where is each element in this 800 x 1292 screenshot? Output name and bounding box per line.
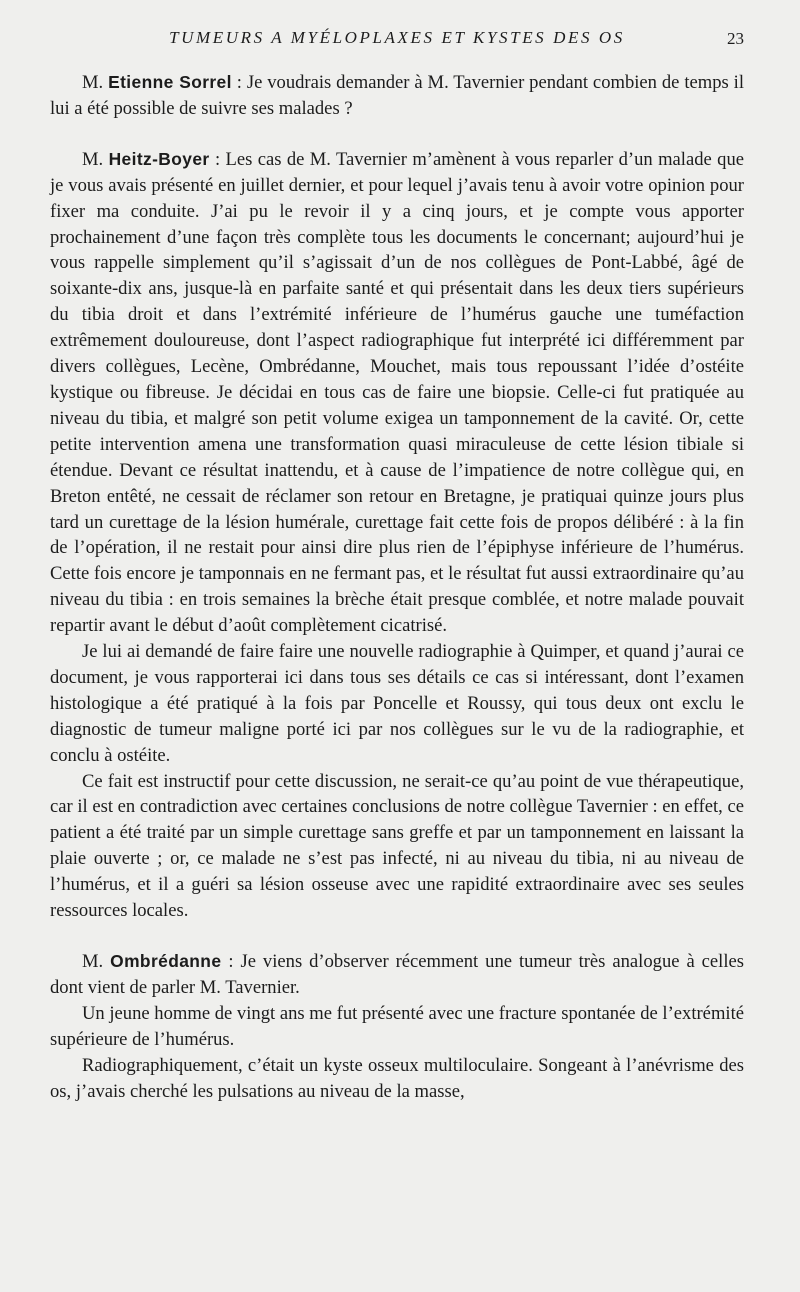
running-title: TUMEURS A MYÉLOPLAXES ET KYSTES DES OS xyxy=(169,28,625,47)
speaker-prefix: M. xyxy=(82,951,111,972)
paragraph-text: : Je viens d’observer récemment une tumeur très analogue à celles dont vient de parler M. Tavernier. xyxy=(50,951,744,998)
running-header xyxy=(50,28,744,52)
speaker-name: Ombrédanne xyxy=(110,951,222,971)
paragraph-ombredanne xyxy=(50,949,744,1001)
paragraph-text: : Je voudrais demander à M. Tavernier pendant combien de temps il lui a été possible de suivre ses malades ? xyxy=(50,72,744,119)
paragraph-jeune-homme: Un jeune homme de vingt ans me fut présenté avec une fracture spontanée de l’extrémité supérieure de l’humérus. xyxy=(50,1002,744,1050)
speaker-name: Etienne Sorrel xyxy=(108,72,232,92)
speaker-name: Heitz-Boyer xyxy=(108,148,210,169)
paragraph-radiographiquement: Radiographiquement, c’était un kyste osseux multiloculaire. Songeant à l’anévrisme des os, j’avais cherché les pulsations au niveau de la masse, xyxy=(50,1054,744,1102)
speaker-prefix: M. xyxy=(82,148,109,170)
page-number: 23 xyxy=(727,29,744,48)
paragraph-radiographie: Je lui ai demandé de faire faire une nouvelle radiographie à Quimper, et quand j’aurai ce document, je vous rapporterai ici dans tous ses détails ce cas si intéressant, dont l’examen histologique a été pratiqué à la fois par Poncelle et Roussy, qui tous deux ont exclu le diagnostic de tumeur maligne porté ici par nos collègues sur le vu de la radiographie, et conclu à ostéite. xyxy=(50,641,744,766)
speaker-prefix: M. xyxy=(82,72,109,93)
paragraph-heitz-boyer xyxy=(50,147,744,639)
paragraph-instructif: Ce fait est instructif pour cette discussion, ne serait-ce qu’au point de vue thérapeutique, car il est en contradiction avec certaines conclusions de notre collègue Tavernier : en effet, ce patient a été traité par un simple curettage sans greffe et par un tamponnement en laissant la plaie ouverte ; or, ce malade ne s’est pas infecté, ni au niveau du tibia, ni au niveau de l’humérus, et il a guéri sa lésion osseuse avec une rapidité extraordinaire avec ses seules ressources locales. xyxy=(50,770,744,922)
paragraph-sorrel xyxy=(50,70,744,122)
paragraph-text: : Les cas de M. Tavernier m’amènent à vous reparler d’un malade que je vous avais présenté en juillet dernier, et pour lequel j’avais tenu à avoir votre opinion pour fixer ma conduite. J’ai pu le revoir il y a cinq jours, et je compte vous apporter prochainement d’une façon très complète tous les documents le concernant; aujourd’hui je vous rappelle simplement qu’il s’agissait d’un de nos collègues de Pont-Labbé, âgé de soixante-dix ans, jusque-là en parfaite santé et qui présentait dans les deux tiers supérieurs du tibia droit et dans l’extrémité inférieure de l’humérus gauche une tuméfaction extrêmement douloureuse, dont l’aspect radiographique fut interprété ici différemment par divers collègues, Lecène, Ombrédanne, Mouchet, mais tous repoussant l’idée d’ostéite kystique ou fibreuse. Je décidai en tous cas de faire une biopsie. Celle-ci fut pratiquée au niveau du tibia, et malgré son petit volume exigea un tamponnement de la cavité. Or, cette petite intervention amena une transformation quasi miraculeuse de cette lésion tibiale si étendue. Devant ce résultat inattendu, et à cause de l’impatience de notre collègue qui, en Breton entêté, ne cessait de réclamer son retour en Bretagne, je pratiquai quinze jours plus tard un curettage de la lésion humérale, curettage fait cette fois de propos délibéré : à la fin de l’opération, il ne restait pour ainsi dire plus rien de l’épiphyse inférieure de l’humérus. Cette fois encore je tamponnais en ne fermant pas, et le résultat fut aussi extraordinaire qu’au niveau du tibia : en trois semaines la brèche était presque comblée, et notre malade pouvait repartir avant le début d’août complètement cicatrisé. xyxy=(50,148,744,637)
body-text xyxy=(50,70,744,1104)
